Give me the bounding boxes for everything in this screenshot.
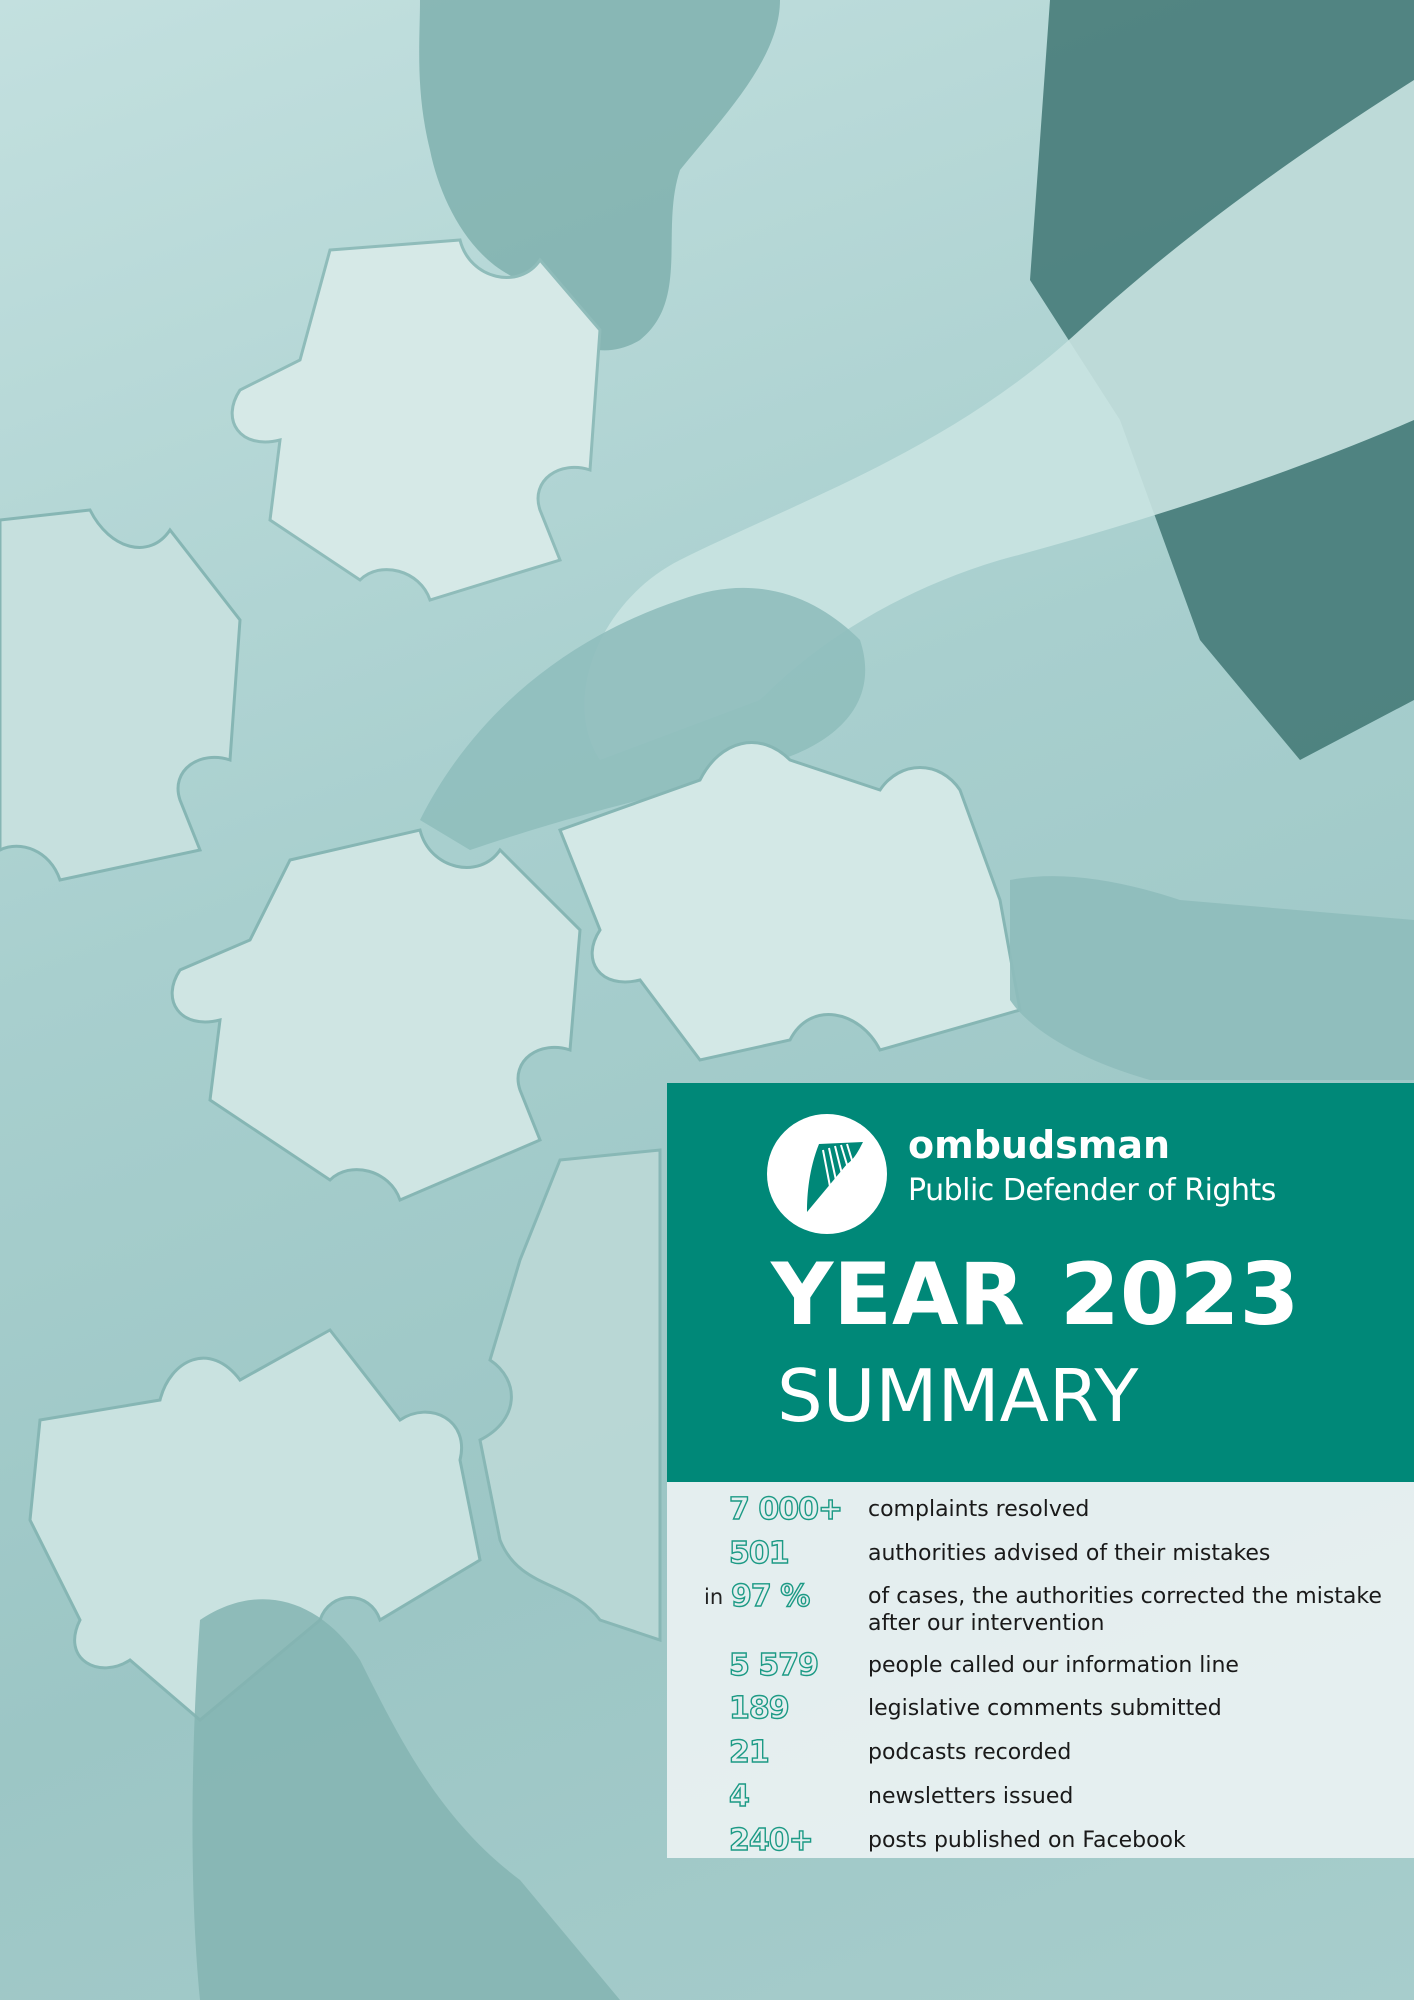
stat-value: 4 <box>729 1779 749 1814</box>
stat-label: podcasts recorded <box>868 1740 1072 1765</box>
year-number: 2023 <box>1060 1245 1300 1345</box>
stat-value: 189 <box>729 1691 789 1726</box>
stat-label: posts published on Facebook <box>868 1828 1186 1853</box>
brand-tagline: Public Defender of Rights <box>908 1173 1276 1208</box>
stat-value: 501 <box>729 1536 789 1571</box>
stat-label: people called our information line <box>868 1653 1239 1678</box>
stat-label: authorities advised of their mistakes <box>868 1541 1271 1566</box>
stat-prefix: in <box>704 1585 724 1609</box>
stat-label: newsletters issued <box>868 1784 1074 1809</box>
stat-label: legislative comments submitted <box>868 1696 1222 1721</box>
stat-value: 21 <box>729 1735 769 1770</box>
stat-label: of cases, the authorities corrected the mistake after our intervention <box>868 1584 1382 1636</box>
summary-heading: SUMMARY <box>777 1354 1139 1438</box>
stat-value: 5 579 <box>729 1648 818 1683</box>
stat-value: 97 % <box>731 1579 810 1614</box>
title-panel <box>667 1083 1414 1482</box>
stat-label: complaints resolved <box>868 1497 1090 1522</box>
stat-value: 240+ <box>729 1823 813 1858</box>
stat-value: 7 000+ <box>729 1492 843 1527</box>
stats-list <box>667 1482 1414 1858</box>
ombudsman-logo-icon <box>767 1114 887 1234</box>
brand-name: ombudsman <box>908 1123 1171 1167</box>
year-label: YEAR <box>771 1245 1025 1345</box>
